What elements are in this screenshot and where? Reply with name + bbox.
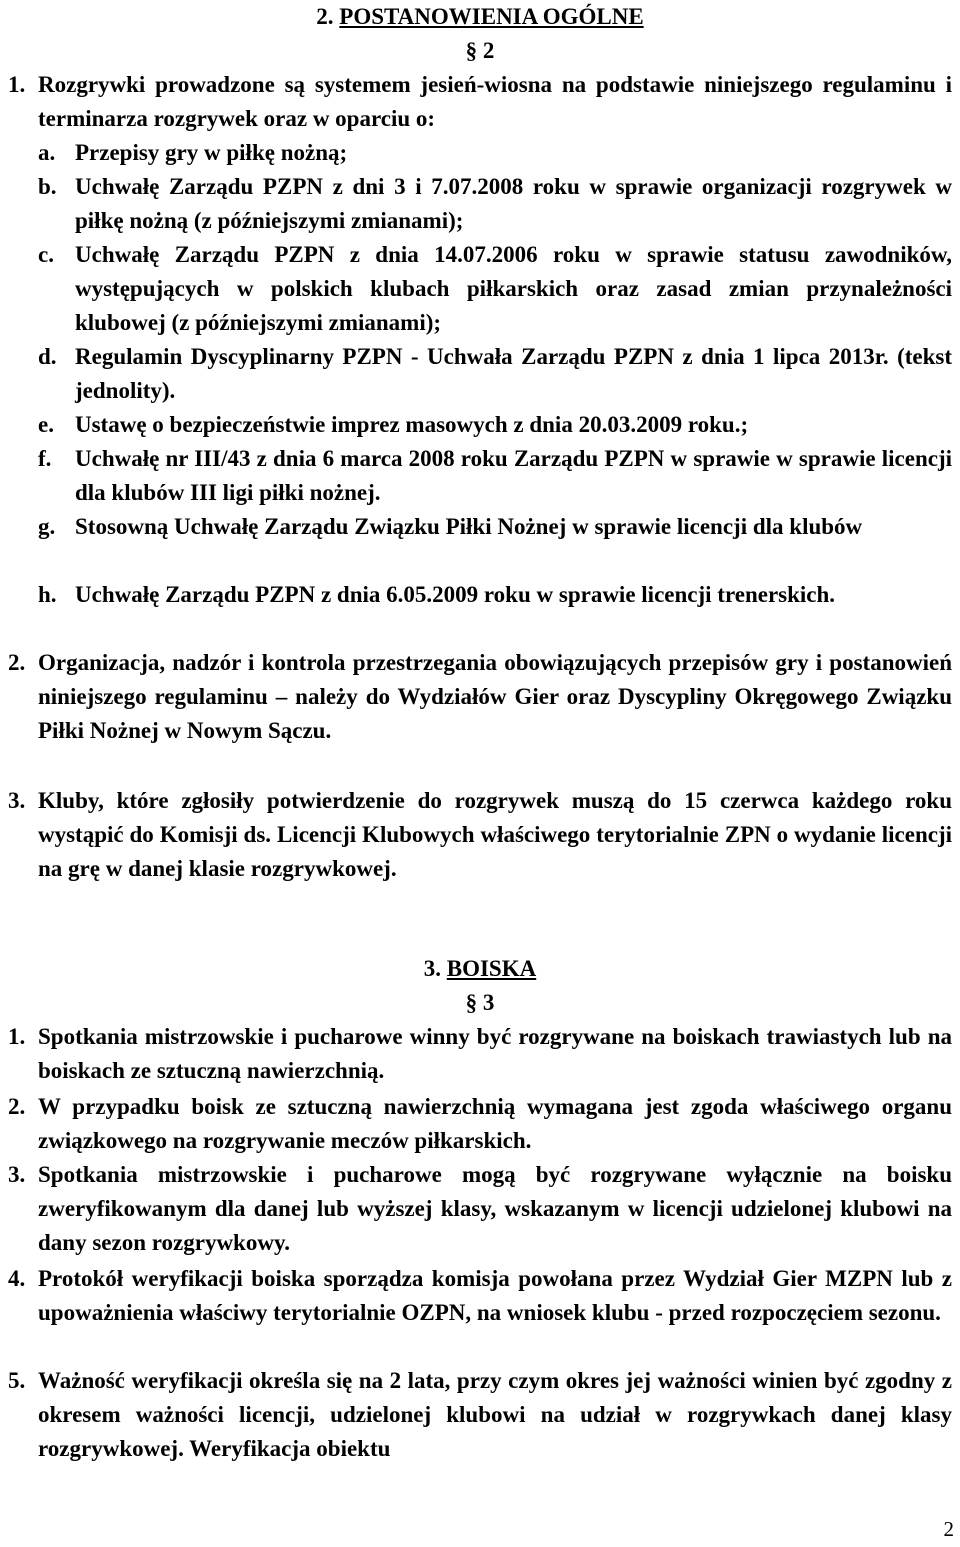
page-number: 2 [943,1517,954,1541]
item-text: Rozgrywki prowadzone są systemem jesień-wiosna na podstawie niniejszego regulaminu i terminarza rozgrywek oraz w oparciu o: [38,72,952,131]
list-item [0,1158,952,1260]
item-marker: g. [38,514,56,539]
item-text: Protokół weryfikacji boiska sporządza komisja powołana przez Wydział Gier MZPN lub z upoważnienia właściwy terytorialnie OZPN, na wniosek klubu - przed rozpoczęciem sezonu. [38,1266,952,1325]
item-marker: 2. [8,650,26,675]
paragraph-symbol: § 3 [465,990,495,1015]
item-marker: a. [38,140,56,165]
list-subitem [0,510,952,544]
item-text: Uchwałę Zarządu PZPN z dnia 14.07.2006 roku w sprawie statusu zawodników, występujących w polskich klubach piłkarskich oraz zasad zmian przynależności klubowej (z późniejszymi zmianami); [75,242,952,335]
list-item [0,1090,952,1158]
item-text: Ustawę o bezpieczeństwie imprez masowych z dnia 20.03.2009 roku.; [75,412,749,437]
section-number: 3. [423,956,447,981]
list-subitem [0,136,952,170]
item-text: Uchwałę Zarządu PZPN z dni 3 i 7.07.2008 roku w sprawie organizacji rozgrywek w piłkę nożną (z późniejszymi zmianami); [75,174,952,233]
section-heading-boiska [0,952,960,986]
list-item [0,1364,952,1466]
item-marker: 4. [8,1266,26,1291]
list-subitem [0,238,952,340]
section-title: BOISKA [446,956,537,981]
item-text: Stosowną Uchwałę Zarządu Związku Piłki Nożnej w sprawie licencji dla klubów [75,514,863,539]
item-marker: 5. [8,1368,26,1393]
list-subitem [0,442,952,510]
list-item [0,1262,952,1330]
item-text: Spotkania mistrzowskie i pucharowe winny być rozgrywane na boiskach trawiastych lub na boiskach ze sztuczną nawierzchnią. [38,1024,952,1083]
list-subitem [0,408,952,442]
item-text: Ważność weryfikacji określa się na 2 lata, przy czym okres jej ważności winien być zgodny z okresem ważności licencji, udzielonej klubowi na udział w rozgrywkach danej klasy rozgrywkowej. Weryfikacja obiektu [38,1368,952,1461]
item-marker: e. [38,412,54,437]
item-marker: 2. [8,1094,26,1119]
paragraph-symbol: § 2 [465,38,495,63]
item-text: W przypadku boisk ze sztuczną nawierzchnią wymagana jest zgoda właściwego organu związkowego na rozgrywanie meczów piłkarskich. [38,1094,952,1153]
list-item [0,68,952,136]
section-title: POSTANOWIENIA OGÓLNE [339,4,644,29]
list-subitem [0,340,952,408]
list-item [0,1020,952,1088]
item-marker: 1. [8,72,26,97]
item-text: Uchwałę Zarządu PZPN z dnia 6.05.2009 roku w sprawie licencji trenerskich. [75,582,836,607]
item-marker: 1. [8,1024,26,1049]
item-marker: f. [38,446,52,471]
item-text: Uchwałę nr III/43 z dnia 6 marca 2008 roku Zarządu PZPN w sprawie w sprawie licencji dla klubów III ligi piłki nożnej. [75,446,952,505]
item-text: Kluby, które zgłosiły potwierdzenie do rozgrywek muszą do 15 czerwca każdego roku wystąpić do Komisji ds. Licencji Klubowych właściwego terytorialnie ZPN o wydanie licencji na grę w danej klasie rozgrywkowej. [38,788,952,881]
item-text: Przepisy gry w piłkę nożną; [75,140,348,165]
list-subitem [0,578,952,612]
item-text: Organizacja, nadzór i kontrola przestrzegania obowiązujących przepisów gry i postanowień niniejszego regulaminu – należy do Wydziałów Gier oraz Dyscypliny Okręgowego Związku Piłki Nożnej w Nowym Sączu. [38,650,952,743]
list-item [0,646,952,748]
item-marker: h. [38,582,57,607]
item-marker: b. [38,174,57,199]
item-marker: 3. [8,788,26,813]
section-heading-postanowienia [0,0,960,34]
section-number: 2. [316,4,340,29]
item-marker: d. [38,344,57,369]
item-text: Regulamin Dyscyplinarny PZPN - Uchwała Zarządu PZPN z dnia 1 lipca 2013r. (tekst jednolity). [75,344,952,403]
item-marker: 3. [8,1162,26,1187]
list-item [0,784,952,886]
list-subitem [0,170,952,238]
item-marker: c. [38,242,54,267]
item-text: Spotkania mistrzowskie i pucharowe mogą być rozgrywane wyłącznie na boisku zweryfikowanym dla danej lub wyższej klasy, wskazanym w licencji udzielonej klubowi na dany sezon rozgrywkowy. [38,1162,952,1255]
